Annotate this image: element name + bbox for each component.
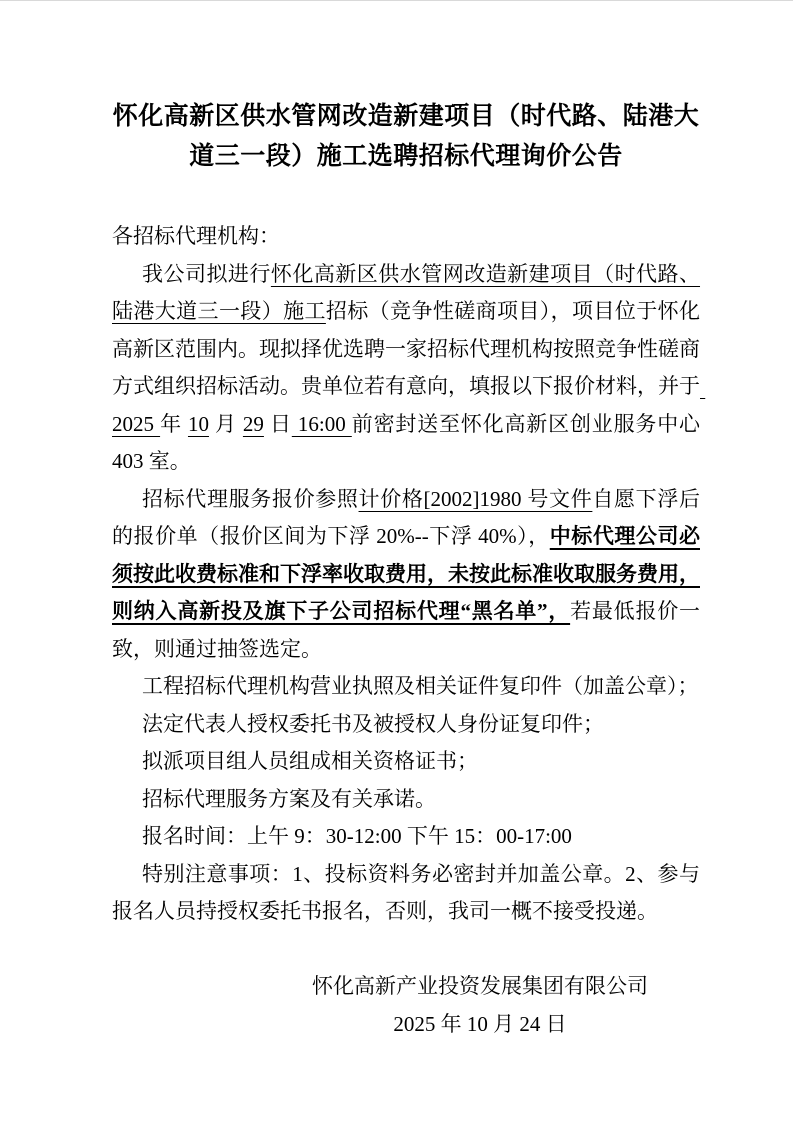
- signature-company: 怀化高新产业投资发展集团有限公司: [312, 974, 648, 998]
- document-body: [112, 218, 706, 931]
- text-run: 中标代理公司必须按此收费标准和下浮率收取费用，未按此标准收取服务费用，则纳入高新投及旗下子公司招标代理“黑名单”，: [112, 524, 700, 623]
- text-run: 16:00: [291, 411, 352, 436]
- document-title: 怀化高新区供水管网改造新建项目（时代路、陆港大道三一段）施工选聘招标代理询价公告: [112, 103, 700, 170]
- text-run: 招标代理服务报价参照: [142, 486, 359, 511]
- text-run: 招标（竞争性磋商项目），项目位于怀化高新区范围内。现拟择优选聘一家招标代理机构按照竞争性磋商方式组织招标活动。贵单位若有意向，填报以下报价材料，并于: [112, 299, 701, 398]
- signature-date: 2025 年 10 月 24 日: [393, 1011, 567, 1036]
- paragraph: [112, 706, 700, 744]
- text-run: 我公司拟进行: [142, 261, 271, 286]
- paragraph: [112, 218, 700, 256]
- text-run: 年: [160, 411, 188, 436]
- text-run: 29: [242, 411, 264, 436]
- text-run: 怀化高新区供水管网改造新建项目（时代路、陆港大道三一段）施工: [112, 261, 701, 323]
- text-run: 招标代理服务方案及有关承诺。: [142, 786, 436, 811]
- text-run: 工程招标代理机构营业执照及相关证件复印件（加盖公章）；: [142, 674, 699, 698]
- signature-block: [265, 968, 695, 1043]
- paragraph: [112, 743, 700, 781]
- text-run: 计价格[2002]1980 号文件: [358, 486, 593, 511]
- paragraph: [112, 481, 700, 669]
- text-run: 特别注意事项：1、投标资料务必密封并加盖公章。2、参与报名人员持授权委托书报名，否则，我司一概不接受投递。: [112, 861, 700, 923]
- text-run: 自愿下浮后的报价单（报价区间为下浮 20%--下浮 40%），: [112, 486, 700, 548]
- paragraph: [112, 781, 700, 819]
- text-run: 日: [263, 411, 292, 436]
- text-run: 月: [208, 411, 243, 436]
- paragraph: [112, 856, 700, 931]
- text-run: 拟派项目组人员组成相关资格证书；: [142, 749, 478, 773]
- text-run: 10: [187, 411, 209, 436]
- text-run: 2025: [112, 374, 706, 436]
- paragraph: [112, 668, 700, 706]
- text-run: 报名时间：上午 9：30-12:00 下午 15：00-17:00: [142, 824, 572, 848]
- paragraph: [112, 818, 700, 856]
- text-run: 若最低报价一致，则通过抽签选定。: [112, 599, 700, 661]
- text-run: 法定代表人授权委托书及被授权人身份证复印件；: [142, 711, 604, 736]
- text-run: 前密封送至怀化高新区创业服务中心 403 室。: [112, 411, 706, 473]
- paragraph: [112, 256, 706, 481]
- text-run: 各招标代理机构：: [112, 224, 280, 248]
